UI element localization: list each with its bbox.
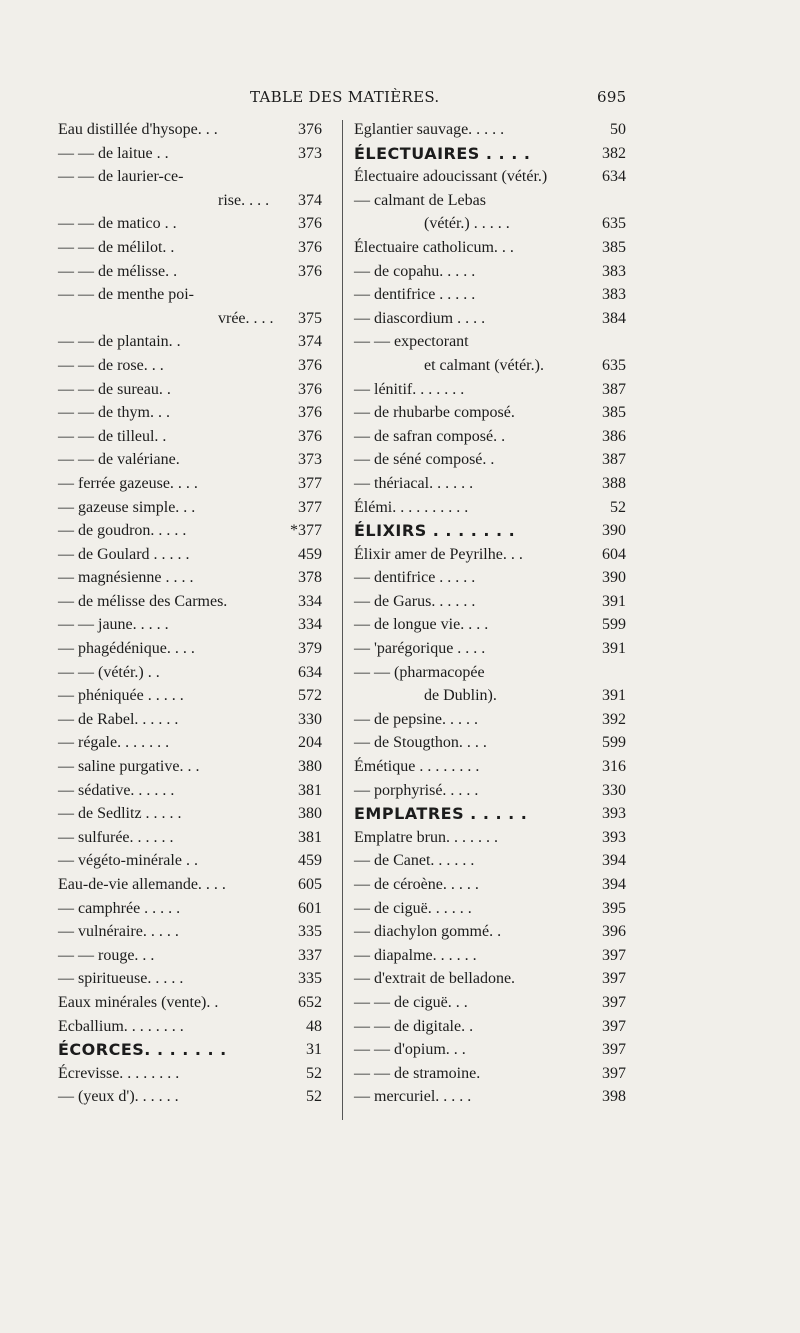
index-entry-page: 376 bbox=[298, 215, 322, 233]
index-entry-label: Émétique . . . . . . . . bbox=[354, 758, 480, 776]
index-entry-page: 397 bbox=[602, 946, 626, 964]
index-entry-page: 330 bbox=[602, 781, 626, 799]
index-entry-page: 337 bbox=[298, 946, 322, 964]
index-entry bbox=[354, 566, 626, 590]
index-entry-page: 391 bbox=[602, 687, 626, 705]
index-entry-page: 387 bbox=[602, 380, 626, 398]
index-entry-label: — — jaune. . . . . bbox=[58, 616, 169, 634]
index-entry-label: — de Garus. . . . . . bbox=[354, 592, 476, 610]
index-entry-label: — — de plantain. . bbox=[58, 333, 181, 351]
index-entry-label: — de céroène. . . . . bbox=[354, 876, 479, 893]
index-entry bbox=[58, 1038, 322, 1062]
index-entry-label: vrée. . . . bbox=[218, 309, 274, 327]
index-entry bbox=[58, 165, 322, 189]
index-entry bbox=[354, 425, 626, 449]
index-entry bbox=[58, 1015, 322, 1039]
index-entry bbox=[58, 236, 322, 260]
index-entry-label: — porphyrisé. . . . . bbox=[354, 781, 479, 799]
index-entry bbox=[354, 1038, 626, 1062]
index-entry bbox=[58, 944, 322, 968]
index-entry-page: 31 bbox=[306, 1041, 322, 1059]
index-entry-label: — de longue vie. . . . bbox=[354, 616, 489, 634]
index-entry bbox=[58, 566, 322, 590]
index-entry-page: 635 bbox=[602, 356, 626, 374]
right-index-column bbox=[354, 118, 626, 1109]
index-entry-page: 377 bbox=[298, 474, 322, 492]
index-entry-page: 382 bbox=[602, 144, 626, 162]
index-entry bbox=[58, 472, 322, 496]
index-entry-label: — de goudron. . . . . bbox=[58, 522, 187, 540]
index-entry-page: 385 bbox=[602, 404, 626, 422]
index-entry bbox=[354, 378, 626, 402]
index-entry bbox=[354, 731, 626, 755]
index-entry bbox=[58, 260, 322, 284]
index-entry-label: — de Stougthon. . . . bbox=[354, 734, 487, 752]
index-entry-label: — — (vétér.) . . bbox=[58, 663, 160, 681]
index-entry-label: Eglantier sauvage. . . . . bbox=[354, 121, 505, 138]
index-entry-label: — — de valériane. bbox=[58, 451, 180, 469]
index-entry-label: — calmant de Lebas bbox=[354, 191, 486, 209]
column-divider bbox=[342, 120, 343, 1120]
index-entry-page: 599 bbox=[602, 616, 626, 634]
index-entry-page: 390 bbox=[602, 522, 626, 540]
index-entry bbox=[58, 637, 322, 661]
index-entry-label: — — de menthe poi- bbox=[58, 286, 194, 304]
index-entry-label: — saline purgative. . . bbox=[58, 758, 200, 776]
index-entry-page: 391 bbox=[602, 592, 626, 610]
index-entry-page: 652 bbox=[298, 993, 322, 1011]
index-entry-page: 374 bbox=[298, 333, 322, 351]
index-entry bbox=[354, 802, 626, 826]
index-entry-page: 393 bbox=[602, 805, 626, 823]
index-entry-label: Eaux minérales (vente). . bbox=[58, 993, 219, 1011]
index-entry-label: — — rouge. . . bbox=[58, 946, 155, 964]
index-entry-label: Eau-de-vie allemande. . . . bbox=[58, 876, 226, 893]
index-entry bbox=[58, 142, 322, 166]
index-entry-page: 397 bbox=[602, 1017, 626, 1035]
index-entry bbox=[58, 401, 322, 425]
index-entry-page: 376 bbox=[298, 356, 322, 374]
index-entry bbox=[354, 401, 626, 425]
index-entry bbox=[354, 779, 626, 803]
index-entry bbox=[354, 496, 626, 520]
index-entry-label: — (yeux d'). . . . . . bbox=[58, 1088, 179, 1106]
index-entry-label: — vulnéraire. . . . . bbox=[58, 923, 179, 941]
index-entry-label: — diascordium . . . . bbox=[354, 309, 486, 327]
page-header bbox=[0, 88, 800, 110]
index-entry bbox=[58, 1062, 322, 1086]
index-entry-page: 376 bbox=[298, 262, 322, 280]
index-entry-label: — — expectorant bbox=[354, 333, 469, 351]
index-entry bbox=[58, 920, 322, 944]
index-entry bbox=[354, 684, 626, 708]
index-entry-page: 393 bbox=[602, 828, 626, 846]
index-entry bbox=[354, 283, 626, 307]
index-entry-page: 386 bbox=[602, 427, 626, 445]
index-entry bbox=[354, 944, 626, 968]
index-entry-label: — végéto-minérale . . bbox=[58, 852, 198, 870]
index-entry bbox=[58, 448, 322, 472]
index-entry bbox=[354, 920, 626, 944]
index-entry-label: — de rhubarbe composé. bbox=[354, 404, 515, 422]
index-entry-label: — diachylon gommé. . bbox=[354, 923, 502, 941]
index-entry bbox=[58, 873, 322, 897]
index-entry-label: — de copahu. . . . . bbox=[354, 262, 476, 280]
index-entry-page: 379 bbox=[298, 640, 322, 658]
index-entry-label: Eau distillée d'hysope. . . bbox=[58, 121, 218, 138]
index-entry bbox=[58, 496, 322, 520]
index-entry bbox=[354, 189, 626, 213]
index-entry-label: — — de ciguë. . . bbox=[354, 993, 468, 1011]
index-entry bbox=[58, 708, 322, 732]
index-entry-page: 383 bbox=[602, 262, 626, 280]
index-entry-label: — — de matico . . bbox=[58, 215, 177, 233]
index-entry-label: — de séné composé. . bbox=[354, 451, 495, 469]
index-entry-page: 335 bbox=[298, 970, 322, 988]
index-entry-label: — — de mélisse. . bbox=[58, 262, 178, 280]
index-entry bbox=[354, 448, 626, 472]
index-entry-page: 459 bbox=[298, 852, 322, 870]
index-entry bbox=[58, 212, 322, 236]
index-entry bbox=[354, 849, 626, 873]
index-entry-page: 384 bbox=[602, 309, 626, 327]
index-entry-page: 48 bbox=[306, 1017, 322, 1035]
index-entry-label: — phéniquée . . . . . bbox=[58, 687, 184, 705]
left-index-column bbox=[58, 118, 322, 1109]
index-entry-label: — camphrée . . . . . bbox=[58, 899, 181, 917]
index-entry bbox=[354, 236, 626, 260]
index-entry-label: — d'extrait de belladone. bbox=[354, 970, 516, 988]
index-entry bbox=[354, 755, 626, 779]
index-entry-page: 378 bbox=[298, 569, 322, 587]
index-entry-label: ÉLIXIRS . . . . . . . bbox=[354, 521, 516, 541]
index-entry-page: 373 bbox=[298, 144, 322, 162]
index-entry bbox=[354, 637, 626, 661]
index-entry bbox=[58, 543, 322, 567]
index-entry-page: 634 bbox=[602, 168, 626, 186]
index-entry-page: *377 bbox=[290, 522, 322, 540]
index-entry bbox=[58, 283, 322, 307]
index-entry bbox=[354, 118, 626, 142]
index-entry-label: rise. . . . bbox=[218, 191, 270, 209]
index-entry-page: 376 bbox=[298, 427, 322, 445]
index-entry-page: 376 bbox=[298, 404, 322, 422]
index-entry-page: 316 bbox=[602, 758, 626, 776]
index-entry bbox=[58, 378, 322, 402]
index-entry-label: — de Canet. . . . . . bbox=[354, 852, 475, 870]
index-entry bbox=[58, 897, 322, 921]
index-entry-label: Électuaire adoucissant (vétér.) bbox=[354, 168, 548, 186]
index-entry-label: — — de laurier-ce- bbox=[58, 168, 184, 186]
index-entry bbox=[58, 779, 322, 803]
index-entry-page: 381 bbox=[298, 828, 322, 846]
index-entry-label: — spiritueuse. . . . . bbox=[58, 970, 184, 988]
index-entry-page: 50 bbox=[610, 121, 626, 138]
index-entry bbox=[354, 897, 626, 921]
index-entry-page: 385 bbox=[602, 238, 626, 256]
index-entry-page: 459 bbox=[298, 545, 322, 563]
index-entry bbox=[354, 1015, 626, 1039]
index-entry bbox=[354, 1062, 626, 1086]
index-entry-page: 390 bbox=[602, 569, 626, 587]
index-entry-page: 635 bbox=[602, 215, 626, 233]
index-entry bbox=[354, 873, 626, 897]
index-entry-page: 373 bbox=[298, 451, 322, 469]
index-entry-label: — gazeuse simple. . . bbox=[58, 498, 196, 516]
index-entry-page: 376 bbox=[298, 380, 322, 398]
index-entry-page: 397 bbox=[602, 970, 626, 988]
index-entry bbox=[58, 826, 322, 850]
index-entry-label: — — (pharmacopée bbox=[354, 663, 485, 681]
index-entry-page: 330 bbox=[298, 710, 322, 728]
index-entry bbox=[354, 142, 626, 166]
index-entry-label: — — de mélilot. . bbox=[58, 238, 175, 256]
index-entry-label: EMPLATRES . . . . . bbox=[354, 804, 528, 824]
index-entry bbox=[58, 330, 322, 354]
index-entry-label: — de ciguë. . . . . . bbox=[354, 899, 472, 917]
index-entry-page: 52 bbox=[306, 1088, 322, 1106]
index-entry-label: — magnésienne . . . . bbox=[58, 569, 194, 587]
index-entry-label: — de Goulard . . . . . bbox=[58, 545, 190, 563]
index-entry-page: 380 bbox=[298, 758, 322, 776]
index-entry-page: 376 bbox=[298, 121, 322, 138]
index-entry-label: — de pepsine. . . . . bbox=[354, 710, 478, 728]
index-entry-page: 634 bbox=[298, 663, 322, 681]
index-entry-page: 601 bbox=[298, 899, 322, 917]
index-entry-page: 572 bbox=[298, 687, 322, 705]
index-entry-page: 204 bbox=[298, 734, 322, 752]
index-entry bbox=[354, 330, 626, 354]
index-entry-page: 334 bbox=[298, 592, 322, 610]
index-entry-label: — — de tilleul. . bbox=[58, 427, 167, 445]
index-entry bbox=[354, 212, 626, 236]
page-title: TABLE DES MATIÈRES. bbox=[250, 88, 440, 106]
index-entry-label: Élémi. . . . . . . . . . bbox=[354, 498, 469, 516]
index-entry-label: — de Rabel. . . . . . bbox=[58, 710, 179, 728]
index-entry-label: Élixir amer de Peyrilhe. . . bbox=[354, 545, 523, 563]
index-entry-page: 52 bbox=[610, 498, 626, 516]
index-entry-label: ÉCORCES. . . . . . . bbox=[58, 1040, 227, 1060]
page-number: 695 bbox=[597, 88, 627, 106]
index-entry-label: — dentifrice . . . . . bbox=[354, 569, 476, 587]
index-entry bbox=[58, 519, 322, 543]
index-entry-label: — — de thym. . . bbox=[58, 404, 170, 422]
index-entry-label: Écrevisse. . . . . . . . bbox=[58, 1064, 180, 1082]
index-entry bbox=[354, 354, 626, 378]
index-entry-label: (vétér.) . . . . . bbox=[424, 215, 510, 233]
index-entry bbox=[354, 543, 626, 567]
index-entry-label: — — de rose. . . bbox=[58, 356, 164, 374]
index-entry-label: — — d'opium. . . bbox=[354, 1041, 466, 1059]
index-entry-label: de Dublin). bbox=[424, 687, 497, 705]
index-entry-page: 335 bbox=[298, 923, 322, 941]
index-entry bbox=[58, 613, 322, 637]
index-entry-page: 599 bbox=[602, 734, 626, 752]
index-entry-label: — ferrée gazeuse. . . . bbox=[58, 474, 198, 492]
index-entry-label: — dentifrice . . . . . bbox=[354, 286, 476, 304]
index-entry bbox=[58, 755, 322, 779]
index-entry-page: 394 bbox=[602, 852, 626, 870]
index-entry-label: — sulfurée. . . . . . bbox=[58, 828, 174, 846]
index-entry-page: 52 bbox=[306, 1064, 322, 1082]
index-entry-page: 397 bbox=[602, 993, 626, 1011]
index-entry-label: — — de stramoine. bbox=[354, 1064, 481, 1082]
index-entry-label: — lénitif. . . . . . . bbox=[354, 380, 465, 398]
index-entry bbox=[58, 967, 322, 991]
index-entry-label: Électuaire catholicum. . . bbox=[354, 238, 514, 256]
index-entry bbox=[354, 661, 626, 685]
index-entry-label: — 'parégorique . . . . bbox=[354, 640, 486, 658]
index-entry-label: et calmant (vétér.). bbox=[424, 356, 544, 374]
index-entry-page: 397 bbox=[602, 1064, 626, 1082]
index-entry-page: 392 bbox=[602, 710, 626, 728]
index-entry bbox=[354, 1085, 626, 1109]
index-entry bbox=[354, 708, 626, 732]
index-entry-label: — sédative. . . . . . bbox=[58, 781, 175, 799]
index-entry-page: 397 bbox=[602, 1041, 626, 1059]
index-entry-page: 374 bbox=[298, 191, 322, 209]
index-entry bbox=[58, 189, 322, 213]
index-entry bbox=[58, 590, 322, 614]
index-entry-page: 391 bbox=[602, 640, 626, 658]
index-entry-page: 396 bbox=[602, 923, 626, 941]
index-entry bbox=[58, 731, 322, 755]
index-entry-label: — phagédénique. . . . bbox=[58, 640, 195, 658]
index-entry-page: 377 bbox=[298, 498, 322, 516]
index-entry-page: 334 bbox=[298, 616, 322, 634]
index-entry-label: — thériacal. . . . . . bbox=[354, 474, 474, 492]
index-entry-label: — de safran composé. . bbox=[354, 427, 506, 445]
index-entry-page: 605 bbox=[298, 876, 322, 893]
index-entry bbox=[58, 307, 322, 331]
index-entry-page: 604 bbox=[602, 545, 626, 563]
index-entry-label: ÉLECTUAIRES . . . . bbox=[354, 143, 531, 163]
index-entry-page: 388 bbox=[602, 474, 626, 492]
index-entry bbox=[58, 354, 322, 378]
index-entry-label: — — de laitue . . bbox=[58, 144, 169, 162]
index-entry-page: 398 bbox=[602, 1088, 626, 1106]
index-entry bbox=[354, 307, 626, 331]
index-entry-page: 380 bbox=[298, 805, 322, 823]
index-entry-page: 375 bbox=[298, 309, 322, 327]
index-entry-label: — — de digitale. . bbox=[354, 1017, 474, 1035]
index-entry-label: Ecballium. . . . . . . . bbox=[58, 1017, 184, 1035]
index-entry-label: Emplatre brun. . . . . . . bbox=[354, 828, 498, 846]
index-entry-label: — de Sedlitz . . . . . bbox=[58, 805, 182, 823]
index-entry bbox=[354, 613, 626, 637]
index-entry-label: — régale. . . . . . . bbox=[58, 734, 170, 752]
index-entry bbox=[58, 1085, 322, 1109]
index-entry bbox=[354, 260, 626, 284]
index-entry bbox=[58, 802, 322, 826]
index-entry bbox=[58, 991, 322, 1015]
index-entry-label: — diapalme. . . . . . bbox=[354, 946, 477, 964]
index-entry bbox=[354, 991, 626, 1015]
index-entry-page: 394 bbox=[602, 876, 626, 893]
index-entry bbox=[354, 165, 626, 189]
index-entry bbox=[58, 118, 322, 142]
index-entry bbox=[354, 472, 626, 496]
index-entry-label: — — de sureau. . bbox=[58, 380, 171, 398]
index-entry-page: 376 bbox=[298, 238, 322, 256]
index-entry-label: — mercuriel. . . . . bbox=[354, 1088, 472, 1106]
index-entry bbox=[58, 425, 322, 449]
index-entry bbox=[58, 684, 322, 708]
index-entry-page: 387 bbox=[602, 451, 626, 469]
index-entry bbox=[58, 661, 322, 685]
index-entry bbox=[58, 849, 322, 873]
index-entry-page: 381 bbox=[298, 781, 322, 799]
index-entry-page: 395 bbox=[602, 899, 626, 917]
index-entry bbox=[354, 826, 626, 850]
index-entry bbox=[354, 590, 626, 614]
index-entry-page: 383 bbox=[602, 286, 626, 304]
index-entry bbox=[354, 519, 626, 543]
index-entry bbox=[354, 967, 626, 991]
index-entry-label: — de mélisse des Carmes. bbox=[58, 592, 228, 610]
